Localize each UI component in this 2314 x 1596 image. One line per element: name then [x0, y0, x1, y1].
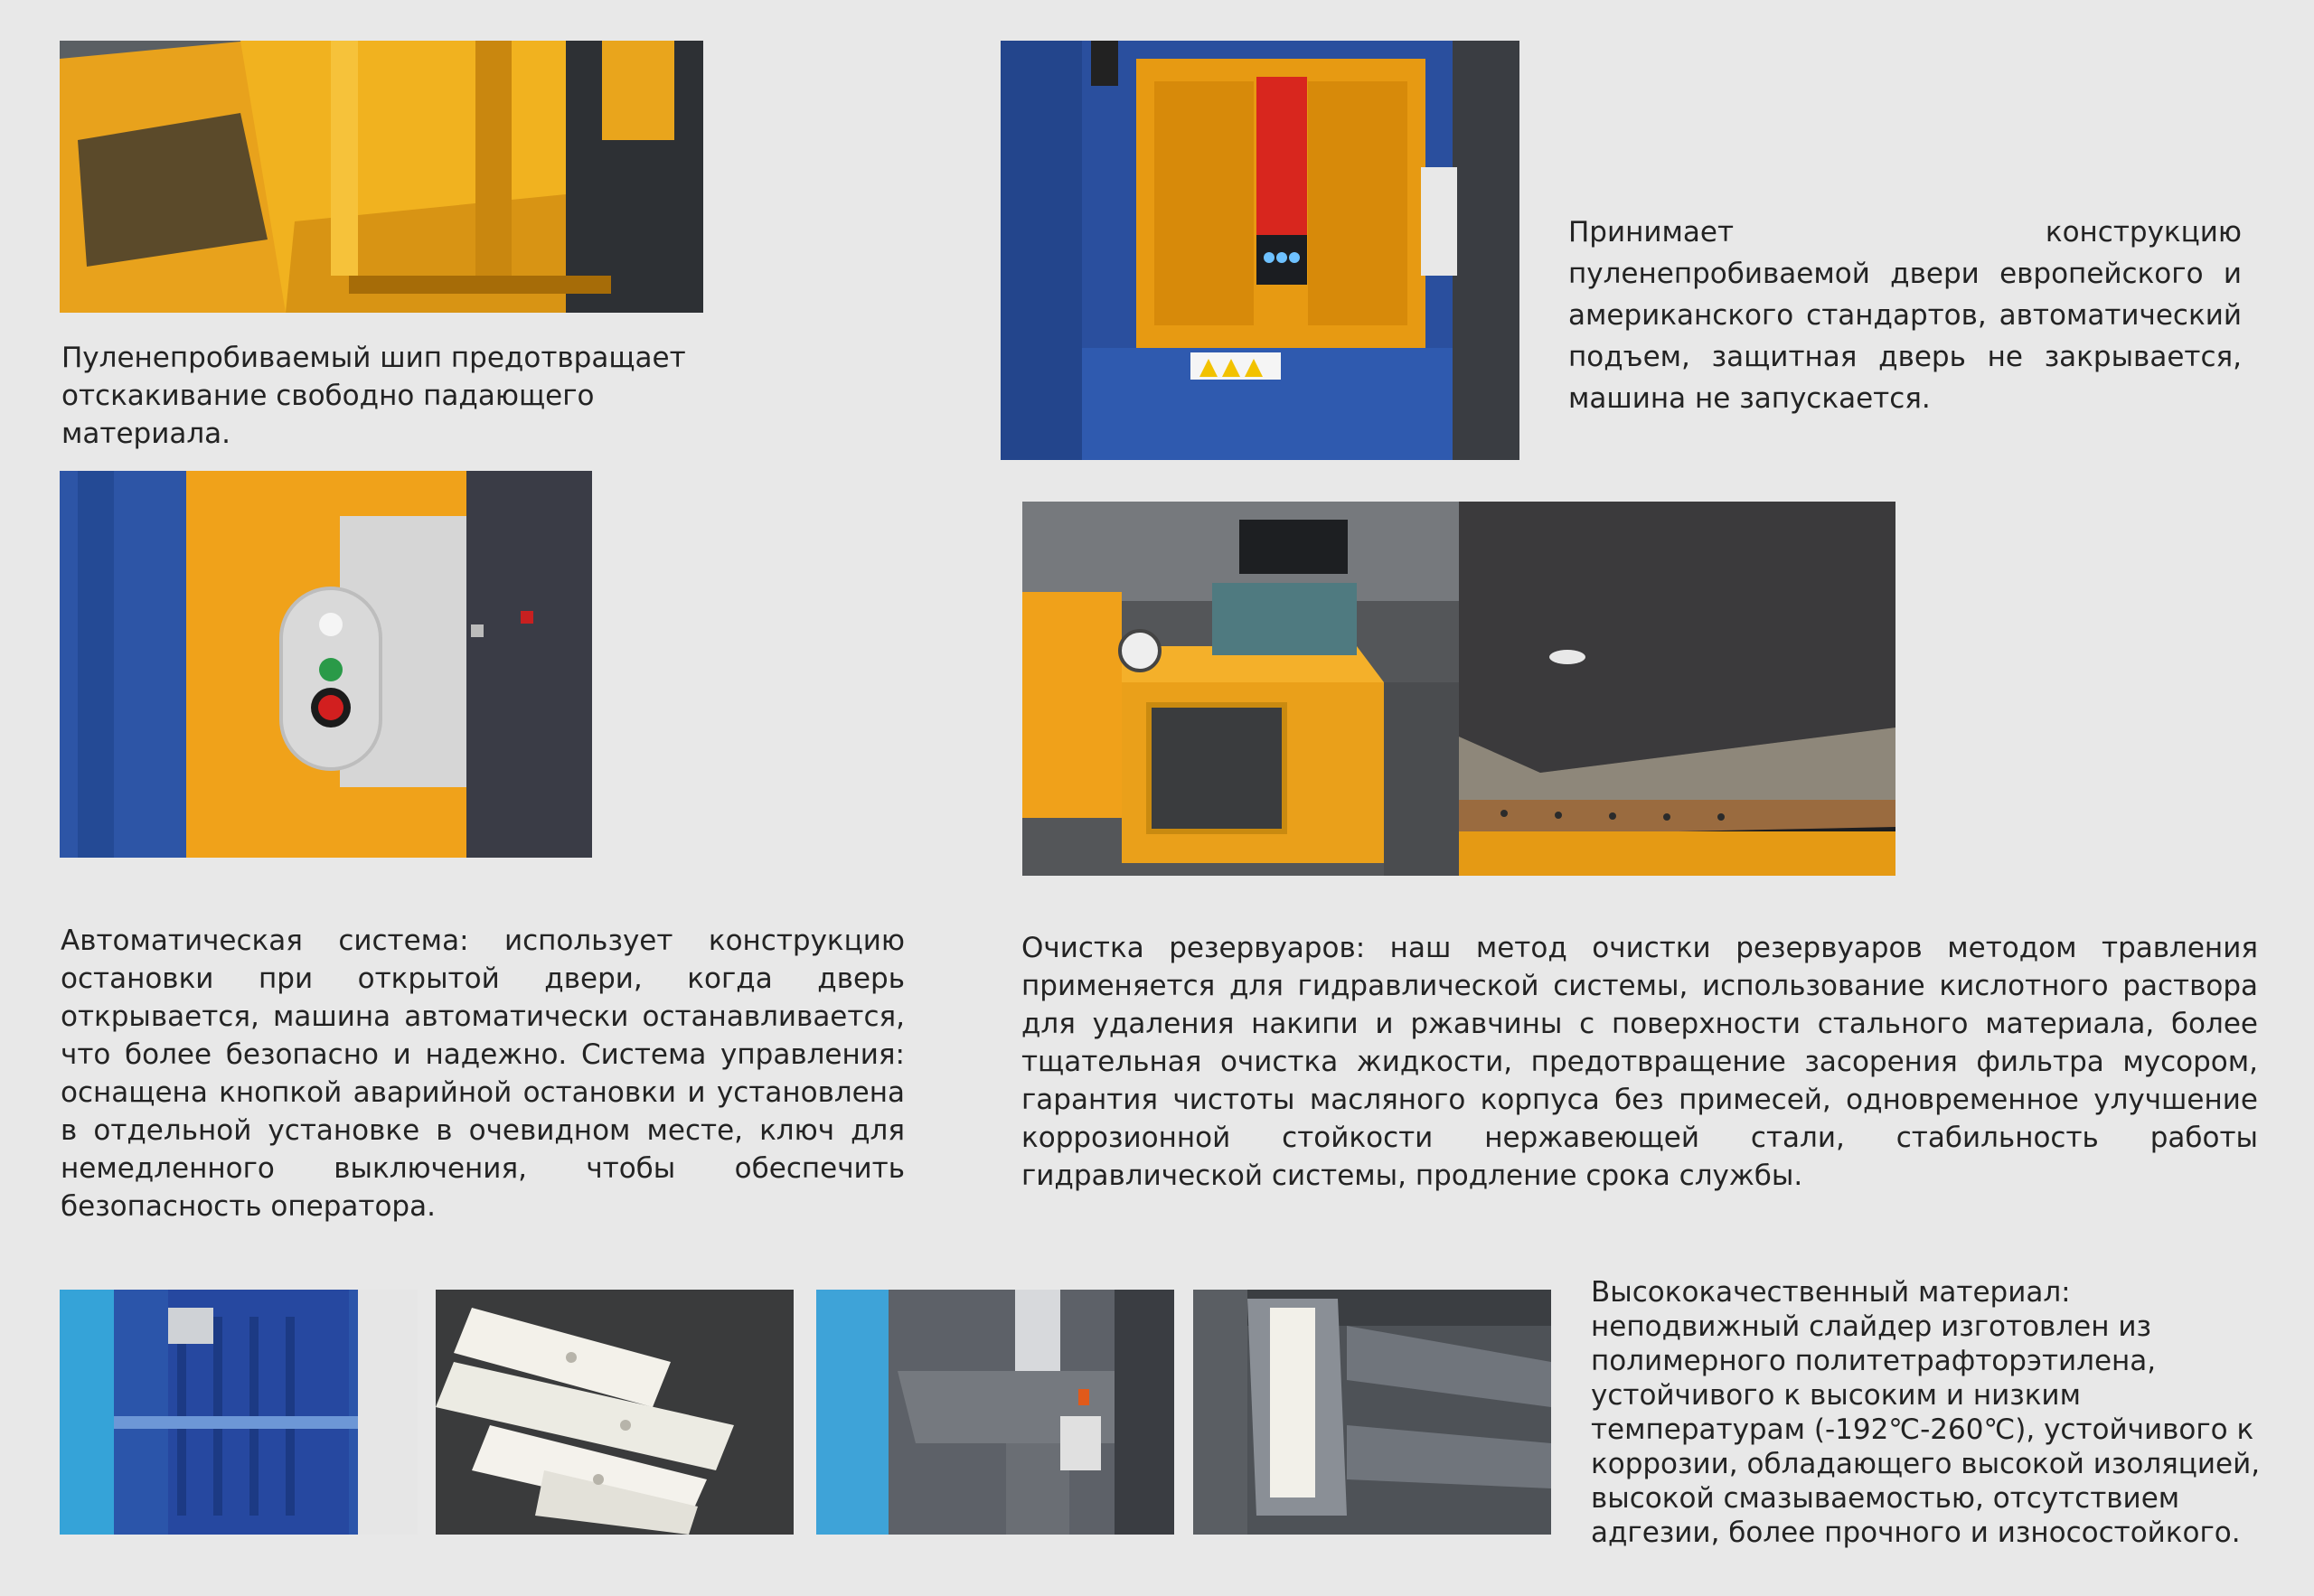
- photo-steel-cylinder: [816, 1290, 1174, 1535]
- caption-tank-cleaning: Очистка резервуаров: наш метод очистки резервуаров методом травления применяется для гидравлической системы, использование кислотного раствора для удаления накипи и ржавчины с поверхности стального материала, более тщательная очистка жидкости, предотвращение засорения фильтра мусором, гарантия чистоты масляного корпуса без примесей, одновременное улучшение коррозионной стойкости нержавеющей стали, стабильность работы гидравлической системы, продление срока службы.: [1021, 932, 2258, 1192]
- photo-blue-baler-door: [1001, 41, 1519, 460]
- photo-tank-interior: [1459, 502, 1895, 876]
- photo-yellow-chamber: [60, 41, 703, 313]
- caption-automatic-system: Автоматическая система: использует конструкцию остановки при открытой двери, когда дверь открывается, машина автоматически останавливается, что более безопасно и надежно. Система управления: оснащена кнопкой аварийной остановки и установлена в отдельной установке в очевидном месте, ключ для немедленного выключения, чтобы обеспечить безопасность оператора.: [61, 925, 905, 1223]
- photo-hydraulic-tank: [1022, 502, 1459, 876]
- caption-door: Принимает конструкцию пуленепробиваемой двери европейского и американского стандартов, автоматический подъем, защитная дверь не закрывается, машина не запускается.: [1568, 216, 2242, 415]
- photo-ptfe-sliders: [436, 1290, 794, 1535]
- photo-grey-frame-slider: [1193, 1290, 1551, 1535]
- photo-control-buttons: [60, 471, 592, 858]
- photo-blue-frame: [60, 1290, 418, 1535]
- caption-ptfe-material: Высококачественный материал: неподвижный слайдер изготовлен из полимерного политетрафторэтилена, устойчивого к высоким и низким температурам (-192℃-260℃), устойчивого к коррозии, обладающего высокой изоляцией, высокой смазываемостью, отсутствием адгезии, более прочного и износостойкого.: [1591, 1276, 2261, 1549]
- caption-spike: Пуленепробиваемый шип предотвращает отскакивание свободно падающего материала.: [61, 342, 686, 450]
